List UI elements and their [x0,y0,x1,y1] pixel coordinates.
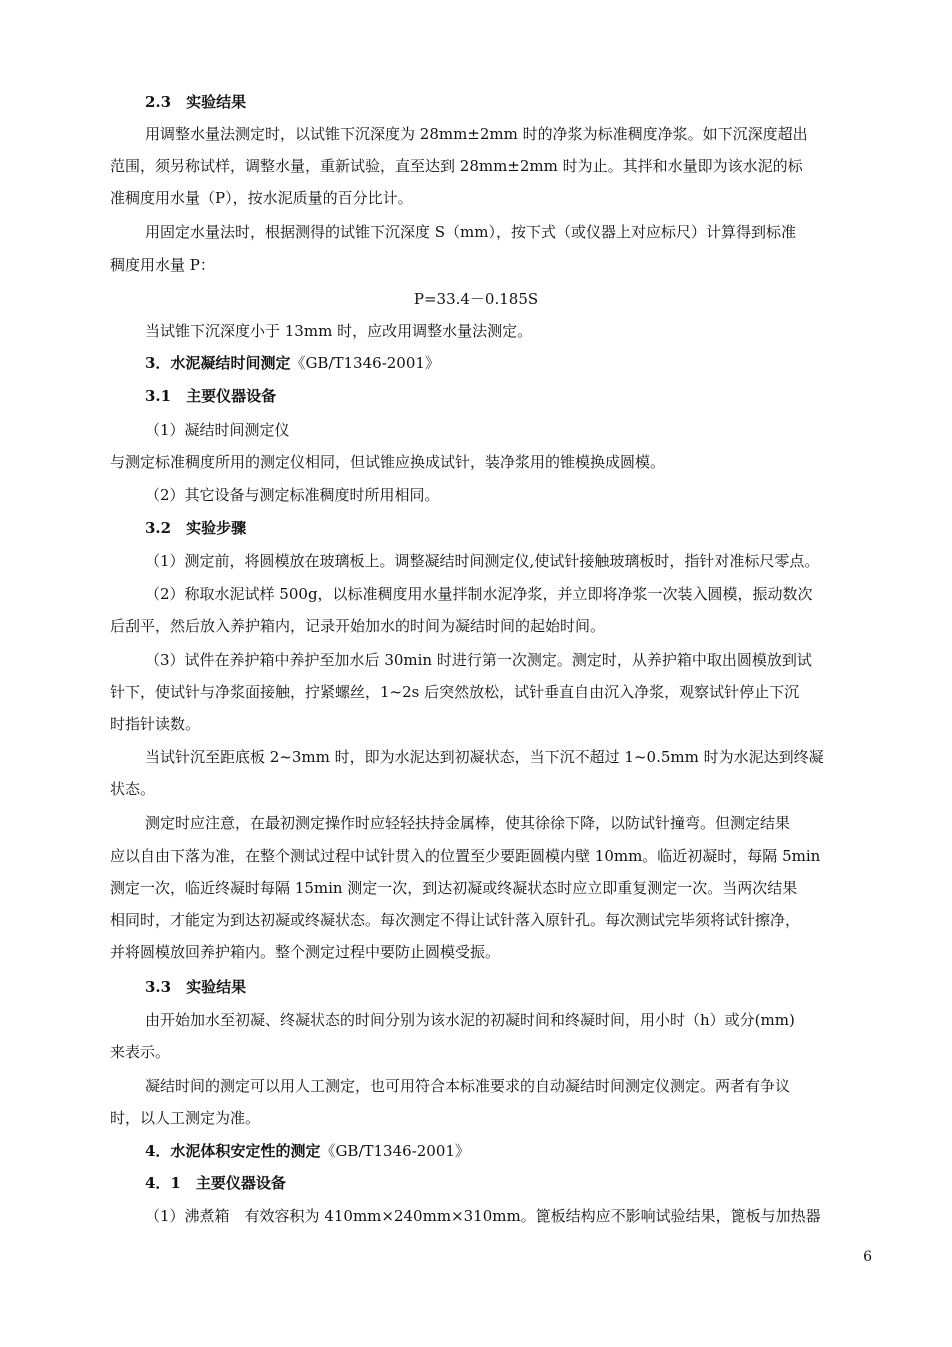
paragraph-line: 应以自由下落为准，在整个测试过程中试针贯入的位置至少要距圆模内壁 10mm。临近初凝时，每隔 5min [110,847,821,865]
paragraph-line: （2）其它设备与测定标准稠度时所用相同。 [145,486,440,504]
paragraph-line: 由开始加水至初凝、终凝状态的时间分别为该水泥的初凝时间和终凝时间，用小时（h）或分(mm) [145,1011,795,1029]
page-number: 6 [863,1249,872,1265]
paragraph-line: （1）凝结时间测定仪 [145,421,290,439]
paragraph-line: 时指针读数。 [110,715,201,733]
section-heading-4 [145,1141,872,1161]
formula: P=33.4－0.185S [413,290,539,308]
paragraph-line: 稠度用水量 P： [110,256,215,274]
section-heading-2-3: 2.3 实验结果 [145,93,247,111]
paragraph-line: 测定一次，临近终凝时每隔 15min 测定一次，到达初凝或终凝状态时应立即重复测定一次。当两次结果 [110,879,798,897]
paragraph-line: 后刮平，然后放入养护箱内，记录开始加水的时间为凝结时间的起始时间。 [110,617,606,635]
paragraph-line: 当试锥下沉深度小于 13mm 时，应改用调整水量法测定。 [145,322,533,340]
paragraph-line: 并将圆模放回养护箱内。整个测定过程中要防止圆模受振。 [110,943,501,961]
section-heading-3-3: 3.3 实验结果 [145,978,247,996]
paragraph-line: 范围，须另称试样，调整水量，重新试验，直至达到 28mm±2mm 时为止。其拌和水量即为该水泥的标 [110,157,803,175]
paragraph-line: 用调整水量法测定时，以试锥下沉深度为 28mm±2mm 时的净浆为标准稠度净浆。如下沉深度超出 [145,125,808,143]
paragraph-line: 针下，使试针与净浆面接触，拧紧螺丝，1~2s 后突然放松，试针垂直自由沉入净浆，观察试针停止下沉 [110,683,800,701]
section-heading-3-1: 3.1 主要仪器设备 [145,387,277,405]
standard-reference: 《GB/T1346-2001》 [290,354,440,372]
paragraph-line: 相同时，才能定为到达初凝或终凝状态。每次测定不得让试针落入原针孔。每次测试完毕须将试针擦净， [110,911,801,929]
section-heading-3 [145,353,872,373]
paragraph-line: （1）沸煮箱 有效容积为 410mm×240mm×310mm。篦板结构应不影响试验结果，篦板与加热器 [145,1207,821,1225]
paragraph-line: 准稠度用水量（P），按水泥质量的百分比计。 [110,189,413,207]
heading-text: 3．水泥凝结时间测定 [145,354,291,372]
paragraph-line: 时，以人工测定为准。 [110,1109,261,1127]
paragraph-line: （3）试件在养护箱中养护至加水后 30min 时进行第一次测定。测定时，从养护箱中取出圆模放到试 [145,651,812,669]
paragraph-line: （1）测定前，将圆模放在玻璃板上。调整凝结时间测定仪,使试针接触玻璃板时，指针对准标尺零点。 [145,552,820,570]
section-heading-4-1: 4．1 主要仪器设备 [145,1174,286,1192]
heading-text: 4．水泥体积安定性的测定 [145,1142,321,1160]
paragraph-line: 凝结时间的测定可以用人工测定，也可用符合本标准要求的自动凝结时间测定仪测定。两者有争议 [145,1077,791,1095]
standard-reference: 《GB/T1346-2001》 [320,1142,470,1160]
paragraph-line: 测定时应注意，在最初测定操作时应轻轻扶持金属棒，使其徐徐下降，以防试针撞弯。但测定结果 [145,814,791,832]
paragraph-line: 用固定水量法时，根据测得的试锥下沉深度 S（mm），按下式（或仪器上对应标尺）计算得到标准 [145,223,796,241]
paragraph-line: （2）称取水泥试样 500g，以标准稠度用水量拌制水泥净浆，并立即将净浆一次装入圆模，振动数次 [145,585,813,603]
paragraph-line: 状态。 [110,780,156,798]
paragraph-line: 与测定标准稠度所用的测定仪相同，但试锥应换成试针，装净浆用的锥模换成圆模。 [110,453,666,471]
paragraph-line: 当试针沉至距底板 2~3mm 时，即为水泥达到初凝状态，当下沉不超过 1~0.5mm 时为水泥达到终凝 [145,748,824,766]
paragraph-line: 来表示。 [110,1043,171,1061]
section-heading-3-2: 3.2 实验步骤 [145,519,247,537]
